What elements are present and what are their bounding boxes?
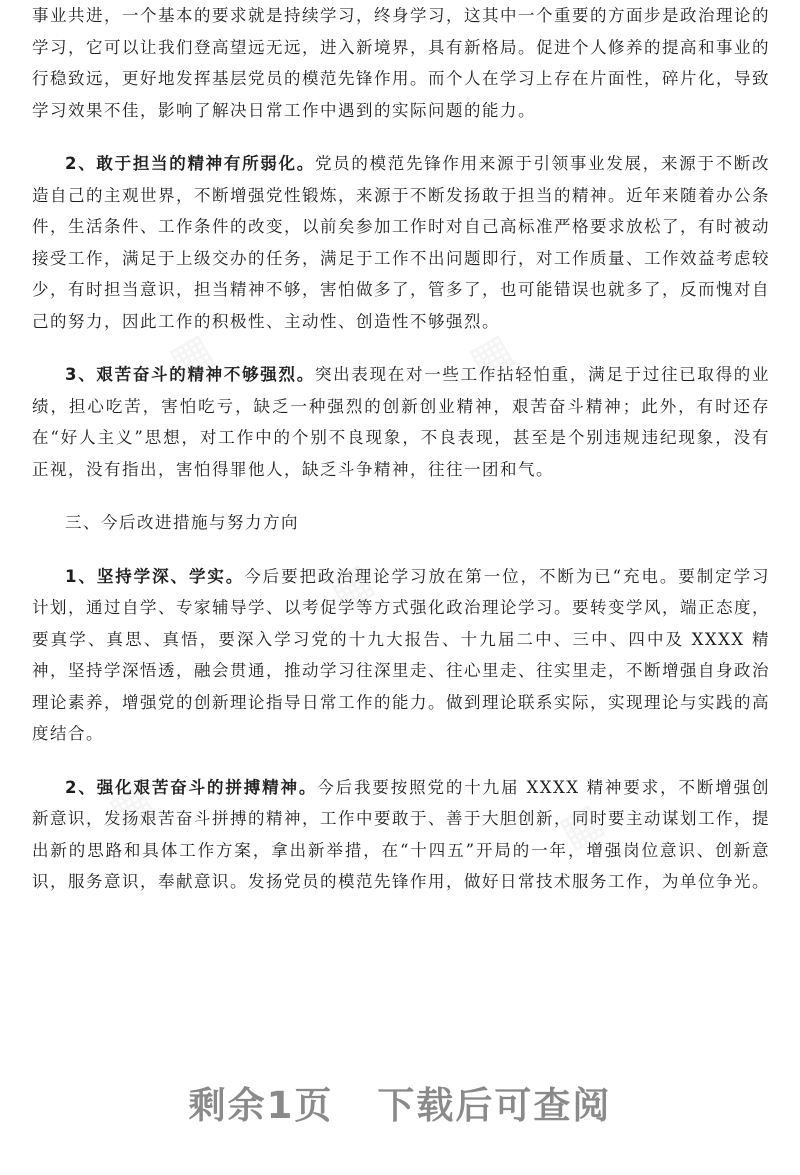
paragraph-lead: 1、坚持学深、学实。 — [65, 566, 245, 586]
paragraph-lead: 2、强化艰苦奋斗的拼搏精神。 — [65, 777, 318, 797]
watermark: ▦ — [550, 793, 612, 858]
watermark: ▦ — [460, 323, 522, 388]
paragraph-continuation: 事业共进，一个基本的要求就是持续学习，终身学习，这其中一个重要的方面步是政治理论的学习，它可以让我们登高望远无远，进入新境界，具有新格局。促进个人修养的提高和事业的行稳致远，更好地发挥基层党员的模范先锋作用。而个人在学习上存在片面性，碎片化，导致学习效果不佳，影响了解决日常工作中遇到的实际问题的能力。 — [32, 6, 770, 120]
paragraph-text: 党员的模范先锋作用来源于引领事业发展，来源于不断改造自己的主观世界，不断增强党性锻炼，来源于不断发扬敢于担当的精神。近年来随着办公条件，生活条件、工作条件的改变，以前矣参加工作时对自己高标准严格要求放松了，有时被动接受工作，满足于上级交办的任务，满足于工作不出问题即行，对工作质量、工作效益考虑较少，有时担当意识，担当精神不够，害怕做多了，管多了，也可能错误也就多了，反而愧对自己的努力，因此工作的积极性、主动性、创造性不够强烈。 — [32, 154, 770, 331]
watermark: ▦ — [160, 323, 222, 388]
download-to-view-label: 下载后可查阅 — [377, 1084, 612, 1127]
paragraph-hard-work — [32, 359, 770, 485]
paragraph-responsibility — [32, 148, 770, 337]
section-heading: 三、今后改进措施与努力方向 — [65, 513, 299, 532]
watermark: ▦ — [100, 773, 162, 838]
paragraph-study — [32, 561, 770, 750]
remaining-pages-label: 剩余1页 — [188, 1084, 334, 1127]
paragraph-struggle — [32, 772, 770, 898]
paragraph-lead: 3、艰苦奋斗的精神不够强烈。 — [65, 365, 315, 384]
paragraph-text: 突出表现在对一些工作拈轻怕重，满足于过往已取得的业绩，担心吃苦，害怕吃亏，缺乏一种强烈的创新创业精神，艰苦奋斗精神；此外，有时还存在“好人主义”思想，对工作中的个别不良现象，不良表现，甚至是个别违规违纪现象，没有正视，没有指出，害怕得罪他人，缺乏斗争精神，往往一团和气。 — [32, 365, 770, 479]
paragraph-text: 今后我要按照党的十九届 XXXX 精神要求，不断增强创新意识，发扬艰苦奋斗拼搏的精神，工作中要敢于、善于大胆创新，同时要主动谋划工作，提出新的思路和具体工作方案，拿出新举措，在“十四五”开局的一年，增强岗位意识、创新意识，服务意识，奉献意识。发扬党员的模范先锋作用，做好日常技术服务工作，为单位争光。 — [32, 777, 770, 891]
watermark: ▦ — [320, 553, 382, 618]
paragraph-lead: 2、敢于担当的精神有所弱化。 — [65, 154, 315, 173]
paragraph-text: 今后要把政治理论学习放在第一位，不断为已“充电。要制定学习计划，通过自学、专家辅导学、以考促学等方式强化政治理论学习。要转变学风，端正态度，要真学、真思、真悟，要深入学习党的十九大报告、十九届二中、三中、四中及 XXXX 精神，坚持学深悟透，融会贯通，推动学习往深里走、往心里走、往实里走，不断增强自身政治理论素养，增强党的创新理论指导日常工作的能力。做到理论联系实际，实现理论与实践的高度结合。 — [32, 566, 771, 743]
download-prompt-banner[interactable] — [0, 1075, 800, 1129]
